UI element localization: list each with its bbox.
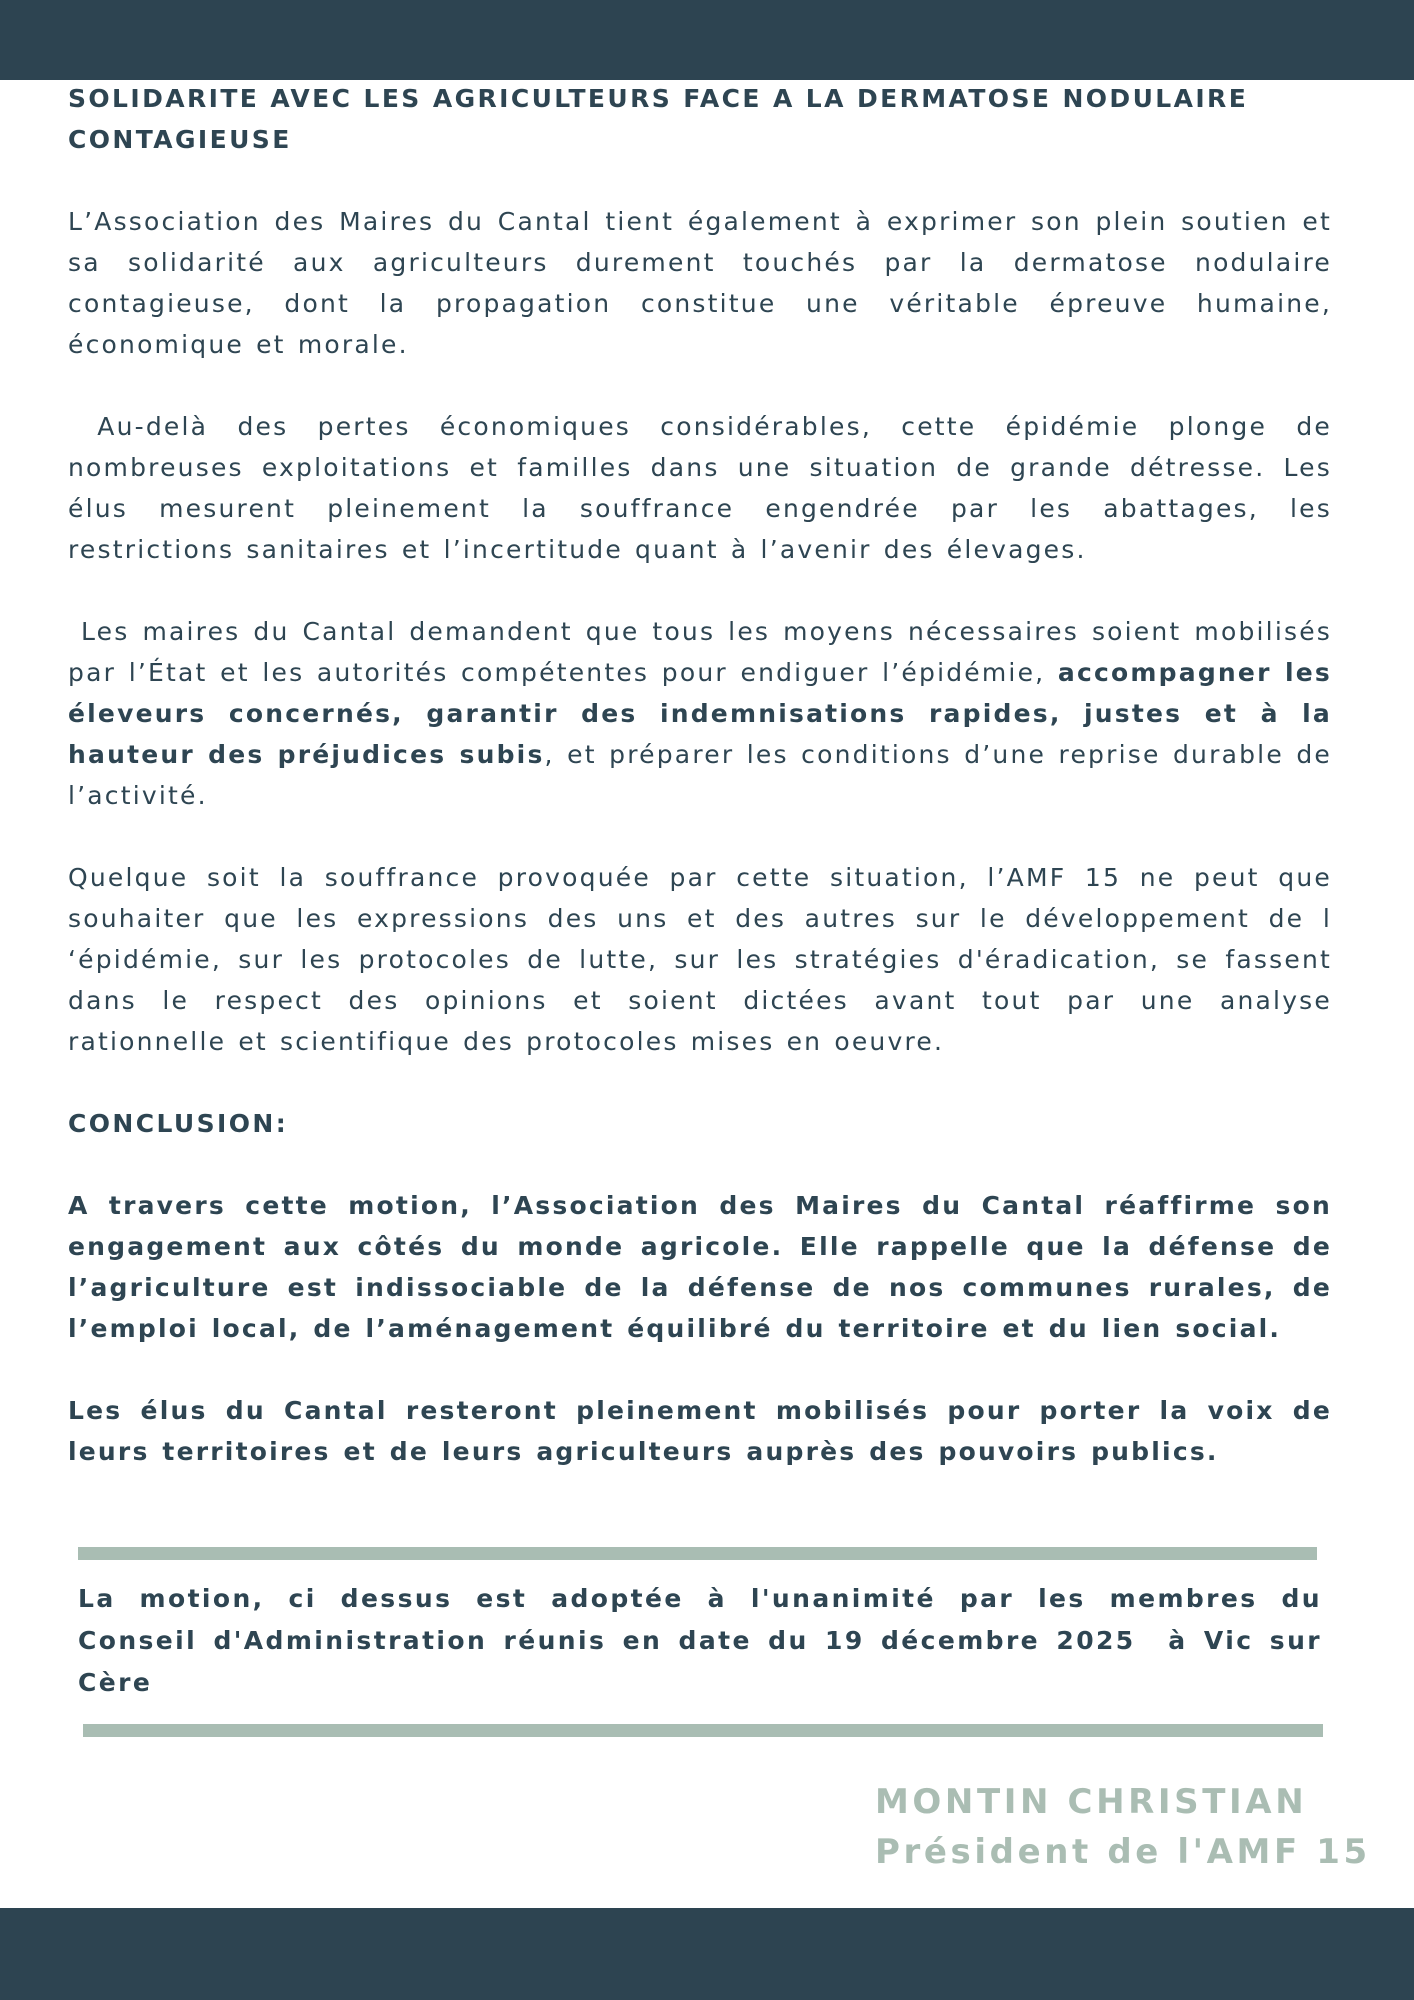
document-title <box>68 78 1332 160</box>
spacer <box>68 1062 1332 1103</box>
divider-bottom <box>83 1724 1323 1737</box>
conclusion-paragraph-1: A travers cette motion, l’Association des Maires du Cantal réaffirme son engagement aux côtés du monde agricole. Elle rappelle que la défense de l’agriculture est indissociable de la défense de nos communes rurales, de l’emploi local, de l’aménagement équilibré du territoire et du lien social. <box>68 1191 1332 1343</box>
paragraph-amf15: Quelque soit la souffrance provoquée par cette situation, l’AMF 15 ne peut que souhaiter que les expressions des uns et des autres sur le développement de l ‘épidémie, sur les protocoles de lutte, sur les stratégies d'éradication, se fassent dans le respect des opinions et soient dictées avant tout par une analyse rationnelle et scientifique des protocoles mises en oeuvre. <box>68 863 1332 1056</box>
spacer <box>68 1144 1332 1185</box>
divider-top <box>78 1547 1317 1560</box>
adoption-statement: La motion, ci dessus est adoptée à l'unanimité par les membres du Conseil d'Administration réunis en date du 19 décembre 2025 à Vic sur Cère <box>78 1584 1337 1697</box>
header-band <box>0 0 1414 80</box>
demands-intro: Les maires du Cantal demandent que tous les moyens nécessaires soient mobilisés par l’État et les autorités compétentes pour endiguer l’épidémie, <box>68 617 1345 687</box>
demands-emphasis: accompagner les éleveurs concernés, garantir des indemnisations rapides, justes et à la hauteur des préjudices subis <box>68 658 1345 769</box>
title-line-2: CONTAGIEUSE <box>68 125 292 154</box>
conclusion-paragraph-2: Les élus du Cantal resteront pleinement mobilisés pour porter la voix de leurs territoires et de leurs agriculteurs auprès des pouvoirs publics. <box>68 1396 1332 1466</box>
footer-band <box>0 1908 1414 2000</box>
spacer <box>68 570 1332 611</box>
conclusion-heading: CONCLUSION: <box>68 1109 289 1138</box>
title-line-1: SOLIDARITE AVEC LES AGRICULTEURS FACE A LA DERMATOSE NODULAIRE <box>68 84 1249 113</box>
document-body <box>68 78 1345 1472</box>
spacer <box>68 816 1332 857</box>
spacer <box>68 160 1332 201</box>
spacer <box>68 1349 1332 1390</box>
paragraph-demands <box>68 611 1345 816</box>
signature-block <box>875 1777 1371 1877</box>
signatory-name: MONTIN CHRISTIAN <box>875 1782 1308 1822</box>
demands-end: , et préparer les conditions d’une reprise durable de l’activité. <box>68 740 1345 810</box>
paragraph-solidarity: L’Association des Maires du Cantal tient également à exprimer son plein soutien et sa solidarité aux agriculteurs durement touchés par la dermatose nodulaire contagieuse, dont la propagation constitue une véritable épreuve humaine, économique et morale. <box>68 207 1332 359</box>
spacer <box>68 365 1332 406</box>
paragraph-losses: Au-delà des pertes économiques considérables, cette épidémie plonge de nombreuses exploitations et familles dans une situation de grande détresse. Les élus mesurent pleinement la souffrance engendrée par les abattages, les restrictions sanitaires et l’incertitude quant à l’avenir des élevages. <box>68 412 1345 564</box>
signatory-role: Président de l'AMF 15 <box>875 1832 1371 1872</box>
